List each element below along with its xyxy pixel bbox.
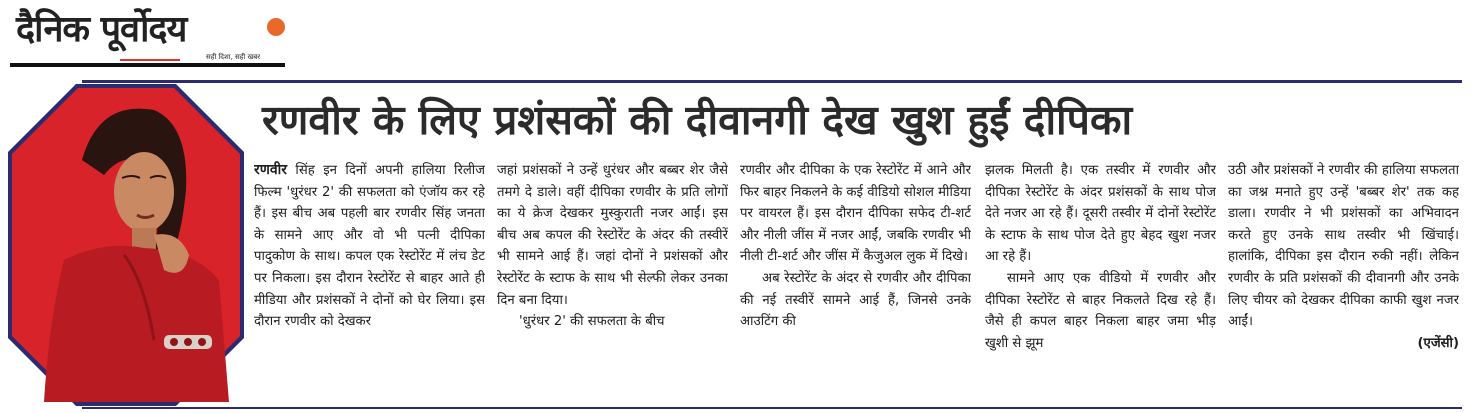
newspaper-tagline: सही दिशा, सही खबर bbox=[206, 53, 261, 61]
column-1-text: सिंह इन दिनों अपनी हालिया रिलीज फिल्म 'धुरंधर 2' की सफलता को एंजॉय कर रहे हैं। इस बीच अब पहली बार रणवीर सिंह जनता के सामने आए और वो भी पत्नी दीपिका पादुकोण के साथ। कपल एक रेस्टोरेंट में लंच डेट पर निकला। इस दौरान रेस्टोरेंट से बाहर आते ही मीडिया और प्रशंसकों ने दोनों को घेर लिया। इस दौरान रणवीर को देखकर bbox=[254, 163, 485, 330]
article-column-3 bbox=[740, 160, 971, 400]
logo-dot-icon bbox=[267, 18, 285, 36]
column-5-text: उठी और प्रशंसकों ने रणवीर की हालिया सफलता का जश्न मनाते हुए उन्हें 'बब्बर शेर' तक कह डाला। रणवीर ने भी प्रशंसकों का अभिवादन करते हुए उनके साथ तस्वीर भी खिंचाई। हालांकि, दीपिका इस दौरान रुकी नहीं। लेकिन रणवीर के प्रति प्रशंसकों की दीवानगी और उनके लिए चीयर को देखकर दीपिका काफी खुश नजर आईं। bbox=[1228, 163, 1459, 330]
column-4-paragraph-2: सामने आए एक वीडियो में रणवीर और दीपिका रेस्टोरेंट से बाहर निकलते दिख रहे हैं। जैसे ही कपल बाहर निकला बाहर जमा भीड़ खुशी से झूम bbox=[985, 270, 1216, 351]
top-rule bbox=[82, 80, 1462, 83]
column-2-paragraph-1: जहां प्रशंसकों ने उन्हें धुरंधर और बब्बर शेर जैसे तमगे दे डाले। वहीं दीपिका रणवीर के प्रति लोगों का ये क्रेज देखकर मुस्कुराती नजर आईं। इस बीच अब कपल की रेस्टोरेंट के अंदर की तस्वीरें भी सामने आई हैं। जहां दोनों ने प्रशंसकों और रेस्टोरेंट के स्टाफ के साथ भी सेल्फी लेकर उनका दिन बना दिया। bbox=[497, 163, 728, 308]
masthead-underline bbox=[10, 63, 285, 67]
article-photo bbox=[4, 80, 248, 410]
newspaper-logo-title: दैनिक पूर्वोदय bbox=[16, 9, 187, 50]
article-column-5 bbox=[1228, 160, 1459, 400]
logo-accent-line bbox=[120, 59, 180, 61]
column-2-paragraph-2: 'धुरंधर 2' की सफलता के बीच bbox=[519, 314, 665, 330]
column-3-paragraph-2: अब रेस्टोरेंट के अंदर से रणवीर और दीपिका की नई तस्वीरें सामने आई हैं, जिनसे उनके आउटिंग की bbox=[740, 270, 971, 330]
bottom-rule bbox=[82, 407, 1462, 409]
article-column-4 bbox=[985, 160, 1216, 400]
article-column-1 bbox=[254, 160, 485, 400]
column-3-paragraph-1: रणवीर और दीपिका के एक रेस्टोरेंट में आने और फिर बाहर निकलने के कई वीडियो सोशल मीडिया पर वायरल हैं। इस दौरान दीपिका सफेद टी-शर्ट और नीली जींस में नजर आईं, जबकि रणवीर भी नीली टी-शर्ट और जींस में कैजुअल लुक में दिखे। bbox=[740, 163, 971, 265]
lead-word: रणवीर bbox=[254, 162, 287, 178]
article-column-2 bbox=[497, 160, 728, 400]
masthead bbox=[10, 6, 285, 70]
column-4-paragraph-1: झलक मिलती है। एक तस्वीर में रणवीर और दीपिका रेस्टोरेंट के अंदर प्रशंसकों के साथ पोज देते नजर आ रहे हैं। दूसरी तस्वीर में दोनों रेस्टोरेंट के स्टाफ के साथ पोज देते हुए बेहद खुश नजर आ रहे हैं। bbox=[985, 163, 1216, 265]
agency-credit: (एजेंसी) bbox=[1417, 335, 1459, 351]
article-headline: रणवीर के लिए प्रशंसकों की दीवानगी देख खुश हुईं दीपिका bbox=[262, 96, 1133, 144]
